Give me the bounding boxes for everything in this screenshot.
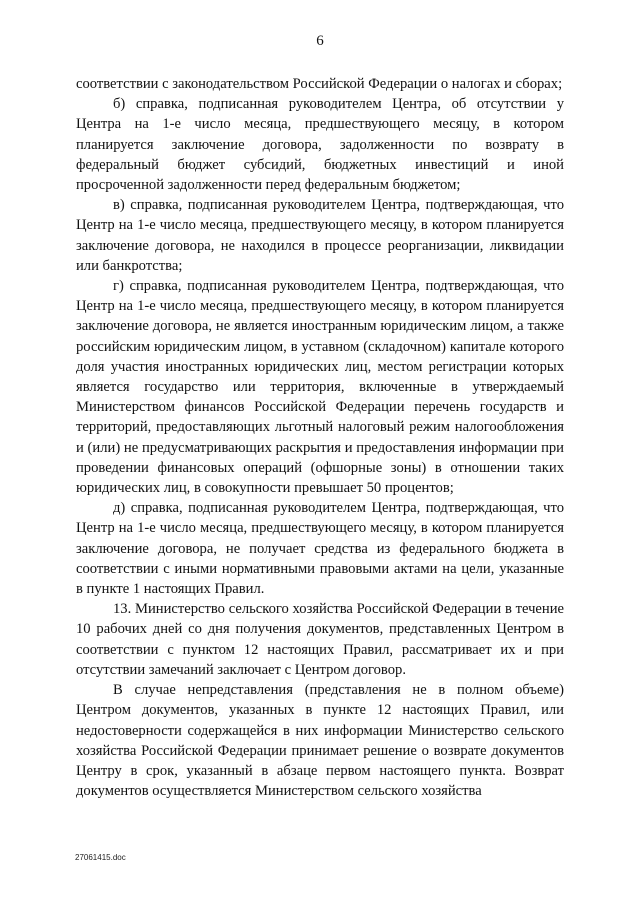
paragraph: б) справка, подписанная руководителем Центра, об отсутствии у Центра на 1-е число месяца, предшествующего месяцу, в котором планируется заключение договора, задолженности по возврату в федеральный бюджет субсидий, бюджетных инвестиций и иной просроченной задолженности перед федеральным бюджетом;: [76, 96, 564, 194]
paragraph: соответствии с законодательством Российской Федерации о налогах и сборах;: [76, 76, 563, 92]
document-body: [76, 74, 564, 801]
page-number: 6: [316, 33, 324, 49]
paragraph: В случае непредставления (представления не в полном объеме) Центром документов, указанных в пункте 12 настоящих Правил, или недостоверности содержащейся в них информации Министерство сельского хозяйства Российской Федерации принимает решение о возврате документов Центру в срок, указанный в абзаце первом настоящего пункта. Возврат документов осуществляется Министерством сельского хозяйства: [76, 682, 564, 800]
paragraph: д) справка, подписанная руководителем Центра, подтверждающая, что Центр на 1-е число месяца, предшествующего месяцу, в котором планируется заключение договора, не получает средства из федерального бюджета в соответствии с иными нормативными правовыми актами на цели, указанные в пункте 1 настоящих Правил.: [76, 500, 564, 598]
footer-filename: 27061415.doc: [75, 853, 126, 862]
paragraph: в) справка, подписанная руководителем Центра, подтверждающая, что Центр на 1-е число месяца, предшествующего месяцу, в котором планируется заключение договора, не находился в процессе реорганизации, ликвидации или банкротства;: [76, 197, 564, 274]
paragraph: 13. Министерство сельского хозяйства Российской Федерации в течение 10 рабочих дней со дня получения документов, представленных Центром в соответствии с пунктом 12 настоящих Правил, рассматривает их и при отсутствии замечаний заключает с Центром договор.: [76, 601, 564, 678]
paragraph: г) справка, подписанная руководителем Центра, подтверждающая, что Центр на 1-е число месяца, предшествующего месяцу, в котором планируется заключение договора, не является иностранным юридическим лицом, а также российским юридическим лицом, в уставном (складочном) капитале которого доля участия иностранных юридических лиц, местом регистрации которых является государство или территория, включенные в утверждаемый Министерством финансов Российской Федерации перечень государств и территорий, предоставляющих льготный налоговый режим налогообложения и (или) не предусматривающих раскрытия и предоставления информации при проведении финансовых операций (офшорные зоны) в отношении таких юридических лиц, в совокупности превышает 50 процентов;: [76, 278, 564, 497]
